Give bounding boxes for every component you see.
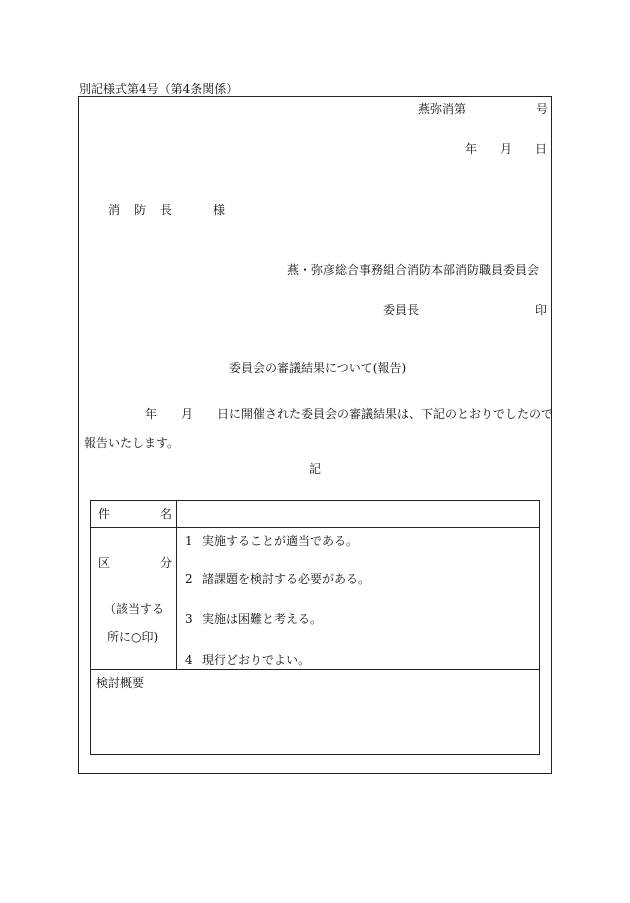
table-row-divider xyxy=(90,669,540,670)
date-day: 日 xyxy=(535,142,548,156)
body-month: 月 xyxy=(181,407,194,421)
body-line1: 日に開催された委員会の審議結果は、下記のとおりでしたので xyxy=(217,407,554,421)
option-number: 2 xyxy=(185,572,193,586)
category-note-line1: （該当する xyxy=(104,602,165,616)
table-column-divider xyxy=(176,500,177,670)
option-text: 実施は困難と考える。 xyxy=(202,612,323,626)
body-line2: 報告いたします。 xyxy=(84,436,180,450)
option-text: 実施することが適当である。 xyxy=(202,534,359,548)
form-label: 別記様式第4号（第4条関係） xyxy=(79,82,239,96)
option-number: 1 xyxy=(185,534,193,548)
body-year: 年 xyxy=(145,407,158,421)
category-label-left: 区 xyxy=(98,556,111,570)
ki-mark: 記 xyxy=(309,462,322,476)
subject-label-left: 件 xyxy=(98,507,111,521)
table-row-divider xyxy=(90,527,540,528)
option-number: 3 xyxy=(185,612,193,626)
category-note-line2: 所に○印) xyxy=(107,630,159,644)
summary-label: 検討概要 xyxy=(96,676,145,690)
sender-position: 委員長 xyxy=(383,303,420,317)
sender-organization: 燕・弥彦総合事務組合消防本部消防職員委員会 xyxy=(287,263,540,277)
date-year: 年 xyxy=(465,142,478,156)
option-number: 4 xyxy=(185,653,193,667)
option-text: 諸課題を検討する必要がある。 xyxy=(202,572,371,586)
sender-seal: 印 xyxy=(535,303,548,317)
option-text: 現行どおりでよい。 xyxy=(202,653,311,667)
doc-number-suffix: 号 xyxy=(536,102,549,116)
addressee-title: 消 防 長 xyxy=(108,203,174,217)
subject-label-right: 名 xyxy=(160,507,173,521)
doc-number-prefix: 燕弥消第 xyxy=(418,102,467,116)
document-subject: 委員会の審議結果について(報告) xyxy=(229,361,407,375)
date-month: 月 xyxy=(500,142,513,156)
category-label-right: 分 xyxy=(160,556,173,570)
addressee-honorific: 様 xyxy=(213,203,226,217)
